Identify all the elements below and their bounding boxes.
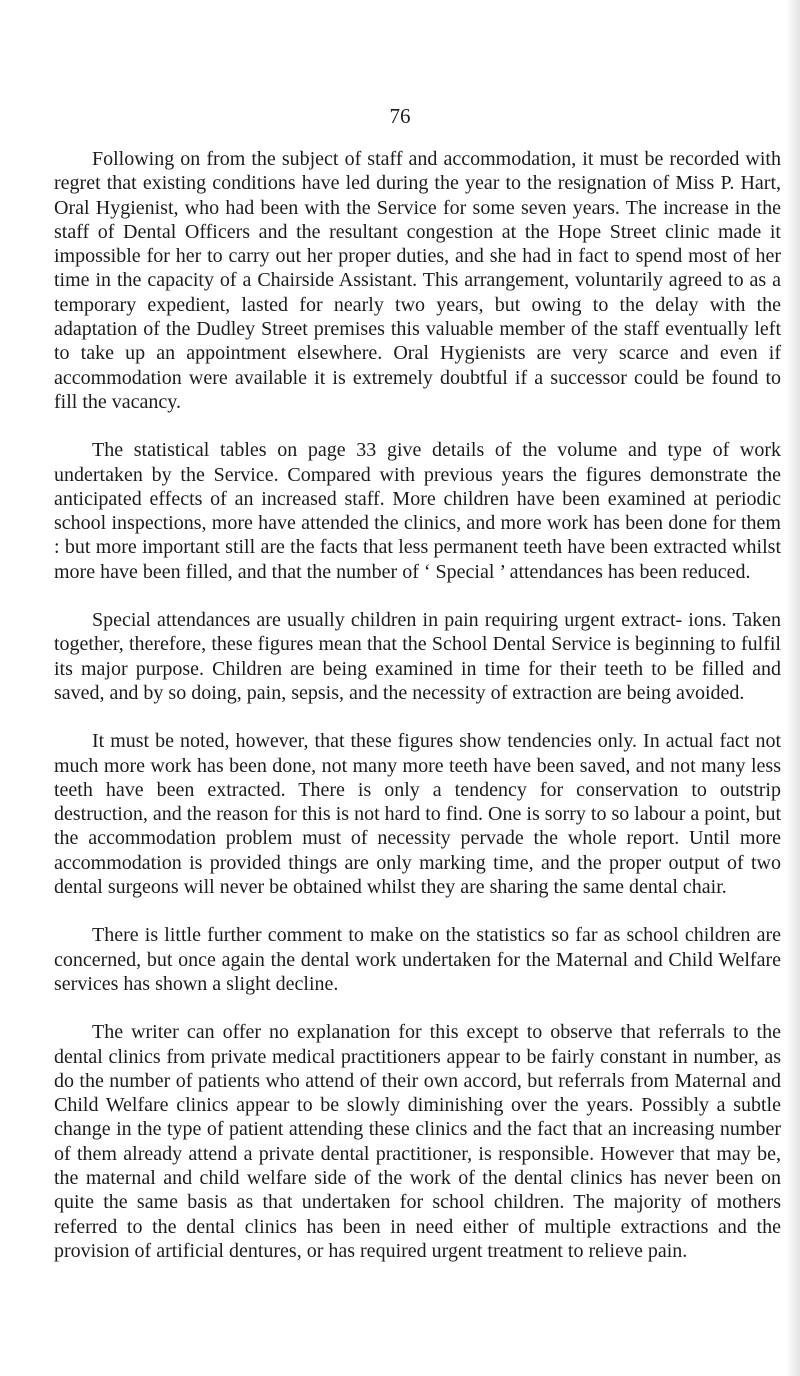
page-number: 76 (389, 104, 411, 128)
paragraph-statistical-tables: The statistical tables on page 33 give details of the volume and type of work undertaken by the Service. Compared with previous years the figures demonstrate the anticipated effects of an increased staff. More children have been examined at periodic school inspections, more have attended the clinics, and more work has been done for them : but more important still are the facts that less permanent teeth have been extracted whilst more have been filled, and that the number of ‘ Special ’ attendances has been reduced. (54, 439, 781, 583)
paragraph-referrals: The writer can offer no explanation for this except to observe that referrals to the dental clinics from private medical practitioners appear to be fairly constant in number, as do the number of patients who attend of their own accord, but referrals from Maternal and Child Welfare clinics appear to be slowly diminishing over the years. Possibly a subtle change in the type of patient attending these clinics and the fact that an increasing number of them already attend a private dental practitioner, is responsible. However that may be, the maternal and child welfare side of the work of the dental clinics has never been on quite the same basis as that undertaken for school children. The majority of mothers referred to the dental clinics has been in need either of multiple extractions and the provision of artificial dentures, or has required urgent treatment to relieve pain. (54, 1021, 781, 1262)
paragraph-special-attendances: Special attendances are usually children in pain requiring urgent extract- ions. Taken together, therefore, these figures mean that the School Dental Service is beginning to fulfil its major purpose. Children are being examined in time for their teeth to be filled and saved, and by so doing, pain, sepsis, and the necessity of extraction are being avoided. (54, 609, 781, 704)
paragraph-tendencies: It must be noted, however, that these figures show tendencies only. In actual fact not much more work has been done, not many more teeth have been saved, and not many less teeth have been extracted. There is only a tendency for conservation to outstrip destruction, and the reason for this is not hard to find. One is sorry to so labour a point, but the accommodation problem must of necessity pervade the whole report. Until more accommodation is provided things are only marking time, and the proper output of two dental surgeons will never be obtained whilst they are sharing the same dental chair. (54, 730, 781, 899)
paragraph-staff-resignation: Following on from the subject of staff and accommodation, it must be recorded with regret that existing conditions have led during the year to the resignation of Miss P. Hart, Oral Hygienist, who had been with the Service for some seven years. The increase in the staff of Dental Officers and the resultant congestion at the Hope Street clinic made it impossible for her to carry out her proper duties, and she had in fact to spend most of her time in the capacity of a Chairside Assistant. This arrangement, voluntarily agreed to as a temporary expedient, lasted for nearly two years, but owing to the delay with the adaptation of the Dudley Street premises this valuable member of the staff eventually left to take up an appointment elsewhere. Oral Hygienists are very scarce and even if accommodation were available it is extremely doubtful if a successor could be found to fill the vacancy. (54, 148, 781, 413)
paragraph-maternal-child-welfare: There is little further comment to make on the statistics so far as school children are concerned, but once again the dental work undertaken for the Maternal and Child Welfare services has shown a slight decline. (54, 924, 781, 995)
page-edge-shadow (786, 0, 800, 1376)
body-text (54, 147, 781, 1263)
